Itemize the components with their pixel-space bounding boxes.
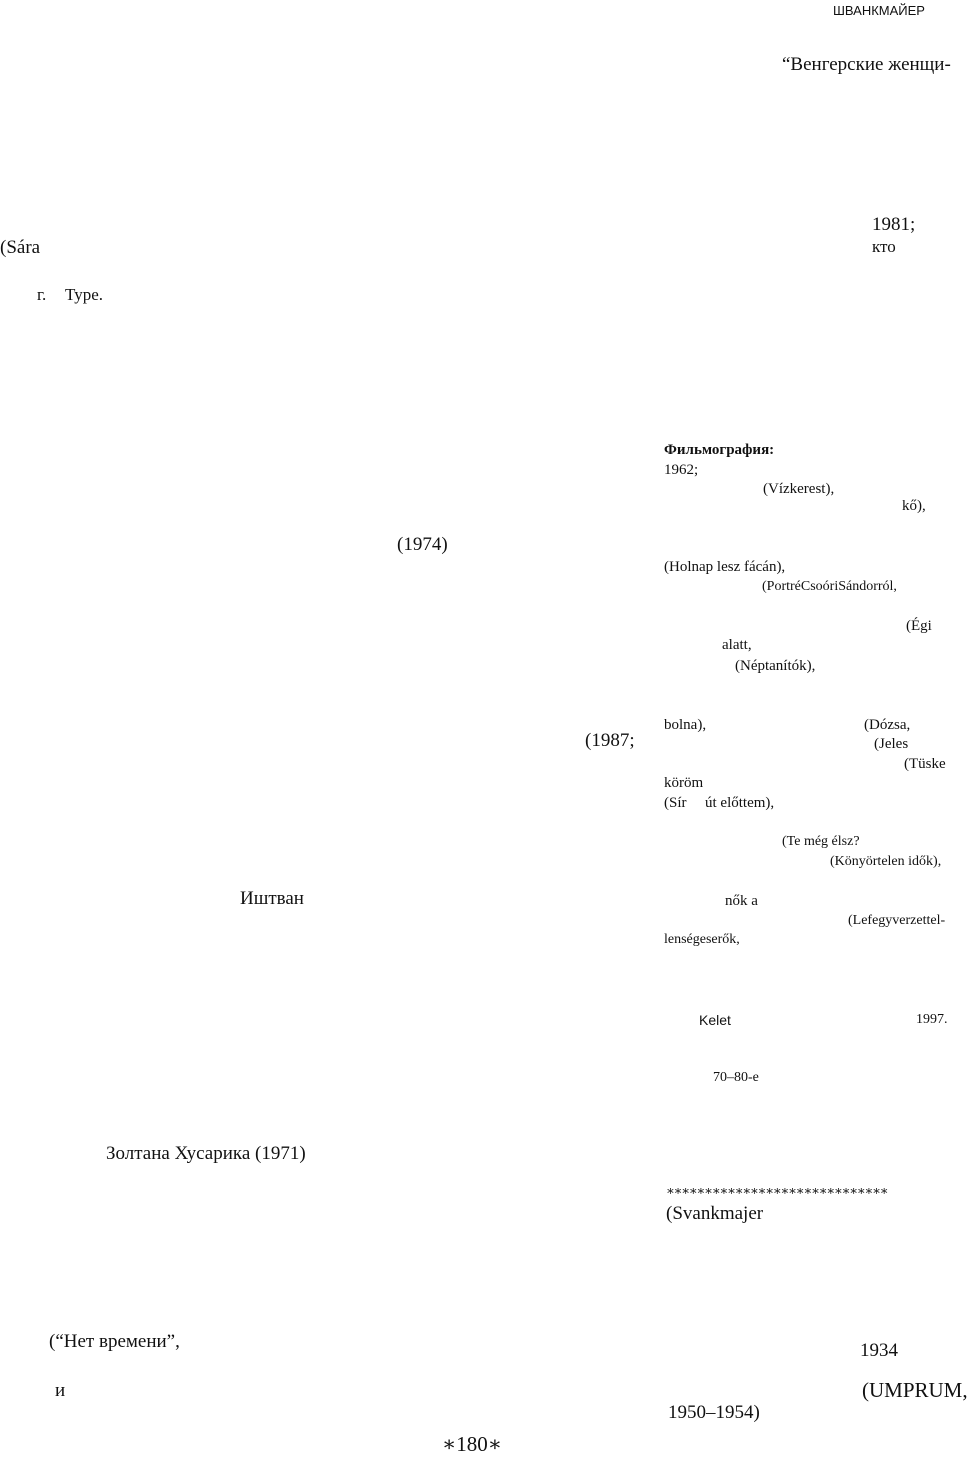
text-fragment: и <box>55 1380 66 1401</box>
entry-name: (Svankmajer <box>666 1203 764 1224</box>
text-fragment: (1974) <box>397 534 448 555</box>
text-fragment: Type. <box>65 285 103 304</box>
filmography-line: (Sír <box>664 795 687 811</box>
section-separator: ∗∗∗∗∗∗∗∗∗∗∗∗∗∗∗∗∗∗∗∗∗∗∗∗∗∗∗∗∗ <box>666 1183 888 1198</box>
filmography-line: 1962; <box>664 462 699 478</box>
filmography-line: (Tüske <box>904 756 946 772</box>
filmography-line: (Holnap lesz fácán), <box>664 559 786 575</box>
filmography-line: (PortréCsoóriSándorról, <box>762 579 897 594</box>
text-fragment: 1950–1954) <box>668 1402 760 1423</box>
filmography-line: köröm <box>664 775 704 791</box>
filmography-line: (Dózsa, <box>864 717 911 733</box>
filmography-line: (Jeles <box>874 736 909 752</box>
page-number: ∗180∗ <box>442 1432 503 1456</box>
running-title: ШВАНКМАЙЕР <box>833 3 925 18</box>
text-fragment: (UMPRUM, <box>862 1378 968 1402</box>
filmography-line: (Égi <box>906 618 932 634</box>
filmography-line: 70–80-е <box>713 1070 759 1085</box>
filmography-line: bolna), <box>664 717 707 733</box>
top-quote: “Венгерские женщи- <box>782 54 951 75</box>
filmography-line: (Te még élsz? <box>782 834 860 849</box>
filmography-line: (Néptanítók), <box>735 658 816 674</box>
filmography-line: nők a <box>725 893 758 909</box>
filmography-line: út előttem), <box>705 795 775 811</box>
text-fragment: Золтана Хусарика (1971) <box>106 1143 306 1164</box>
filmography-line: kő), <box>902 498 926 514</box>
filmography-line: Kelet <box>699 1012 731 1028</box>
text-fragment: (“Нет времени”, <box>49 1331 180 1352</box>
text-fragment: кто <box>872 237 896 256</box>
text-fragment: г. <box>37 285 47 304</box>
filmography-heading: Фильмография: <box>664 442 775 458</box>
text-fragment: (Sára <box>0 237 41 258</box>
filmography-line: 1997. <box>916 1012 948 1027</box>
filmography-line: (Vízkerest), <box>763 481 835 497</box>
filmography-line: (Lefegyverzettel- <box>848 913 946 928</box>
text-fragment: (1987; <box>585 730 635 751</box>
text-fragment: 1934 <box>860 1340 898 1361</box>
filmography-line: alatt, <box>722 637 752 653</box>
filmography-line: (Könyörtelen idők), <box>830 854 942 869</box>
filmography-line: lenségeserők, <box>664 932 740 947</box>
text-fragment: 1981; <box>872 214 916 235</box>
text-fragment: Иштван <box>240 888 304 909</box>
